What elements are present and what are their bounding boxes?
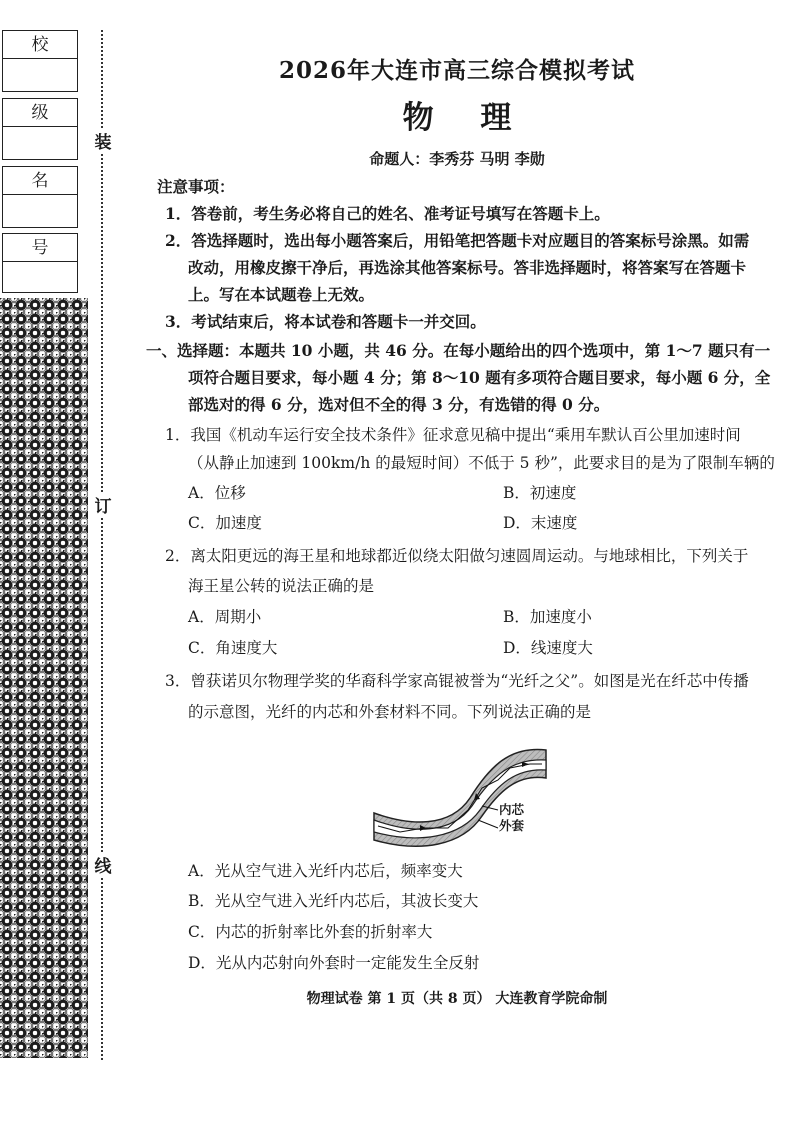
q1-option-c: C．加速度 [188,514,262,532]
page-footer: 物理试卷 第 1 页（共 8 页） 大连教育学院命制 [306,991,608,1007]
note-1: 1．答卷前，考生务必将自己的姓名、准考证号填写在答题卡上。 [165,204,610,223]
section1-line-2: 项符合题目要求，每小题 4 分；第 8～10 题有多项符合题目要求，每小题 6 分，全 [188,368,771,387]
binding-dotted-line [101,30,103,1060]
optical-fiber-figure [370,728,550,853]
notes-heading: 注意事项： [157,177,235,196]
q2-option-c: C．角速度大 [188,639,278,657]
note-2-line-2: 改动，用橡皮擦干净后，再选涂其他答案标号。答非选择题时，将答案写在答题卡 [188,258,747,277]
binding-mark-xian: 线 [94,852,112,877]
school-field[interactable] [2,30,78,92]
figure-label-core: 内芯 [499,802,525,817]
name-field[interactable] [2,166,78,228]
name-label: 名 [3,167,77,195]
q2-option-d: D．线速度大 [503,639,593,657]
class-field[interactable] [2,98,78,160]
note-3: 3．考试结束后，将本试卷和答题卡一并交回。 [165,312,486,331]
note-2-line-1: 2．答选择题时，选出每小题答案后，用铅笔把答题卡对应题目的答案标号涂黑。如需 [165,231,750,250]
figure-label-cladding: 外套 [499,818,525,833]
q2-line-1: 2．离太阳更远的海王星和地球都近似绕太阳做匀速圆周运动。与地球相比，下列关于 [165,547,749,565]
q2-option-a: A．周期小 [188,608,262,626]
number-label: 号 [3,234,77,262]
q1-option-a: A．位移 [188,484,246,502]
exam-title: 2026年大连市高三综合模拟考试 [278,57,635,84]
q2-option-b: B．加速度小 [503,608,592,626]
q1-option-b: B．初速度 [503,484,577,502]
q2-line-2: 海王星公转的说法正确的是 [188,577,375,595]
number-field[interactable] [2,233,78,293]
school-label: 校 [3,31,77,59]
q3-option-b: B．光从空气进入光纤内芯后，其波长变大 [188,892,479,910]
security-pattern [0,298,88,1058]
q3-option-c: C．内芯的折射率比外套的折射率大 [188,923,433,941]
q1-option-d: D．末速度 [503,514,578,532]
q3-line-1: 3．曾获诺贝尔物理学奖的华裔科学家高锟被誉为“光纤之父”。如图是光在纤芯中传播 [165,672,749,690]
binding-mark-ding: 订 [94,492,112,517]
note-2-line-3: 上。写在本试题卷上无效。 [188,285,375,304]
class-label: 级 [3,99,77,127]
authors-line: 命题人：李秀芬 马明 李勋 [369,150,545,168]
q3-line-2: 的示意图，光纤的内芯和外套材料不同。下列说法正确的是 [188,703,592,721]
binding-mark-zhuang: 装 [94,128,112,153]
section1-line-1: 一、选择题：本题共 10 小题，共 46 分。在每小题给出的四个选项中，第 1～7 题只有一 [146,341,771,360]
subject-title: 物 理 [402,100,530,136]
q3-option-d: D．光从内芯射向外套时一定能发生全反射 [188,954,480,972]
q1-line-1: 1．我国《机动车运行安全技术条件》征求意见稿中提出“乘用车默认百公里加速时间 [165,426,741,444]
q3-option-a: A．光从空气进入光纤内芯后，频率变大 [188,862,463,880]
q1-line-2: （从静止加速到 100km/h 的最短时间）不低于 5 秒”，此要求目的是为了限制车辆的 [188,454,775,472]
section1-line-3: 部选对的得 6 分，选对但不全的得 3 分，有选错的得 0 分。 [188,395,610,414]
